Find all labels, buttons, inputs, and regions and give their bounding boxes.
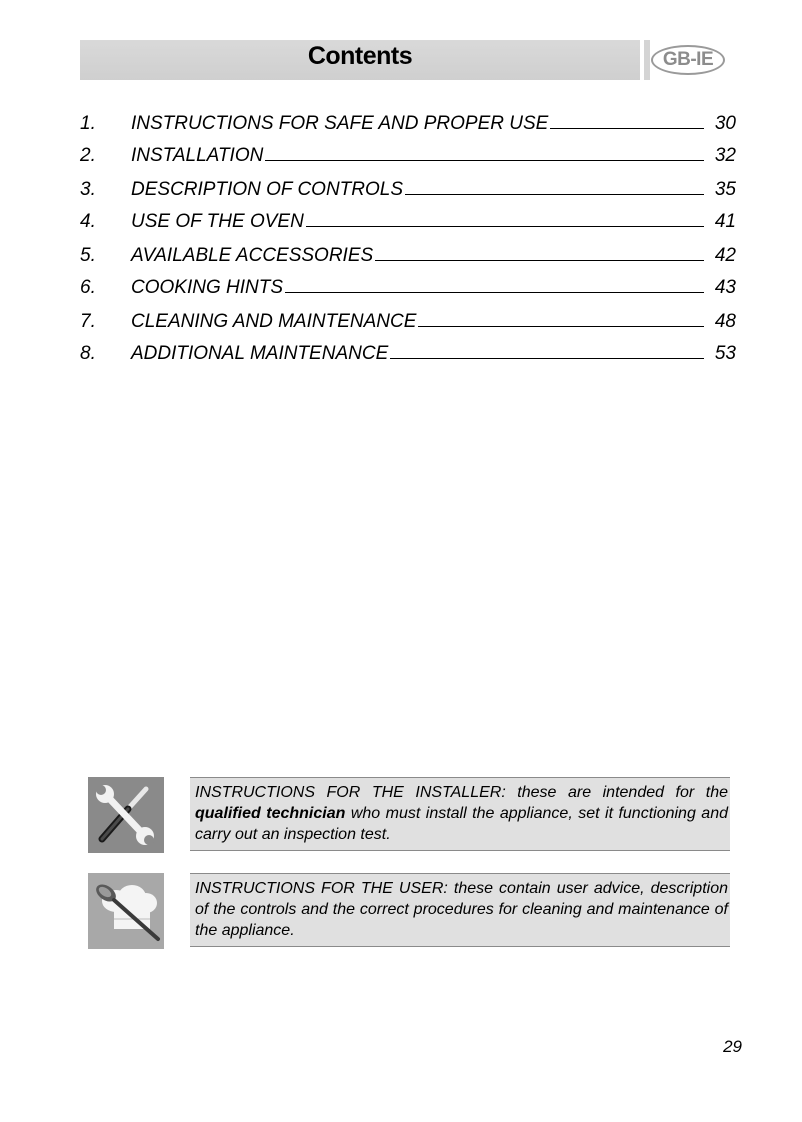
toc-label: ADDITIONAL MAINTENANCE: [131, 343, 389, 364]
toc-number: 7.: [80, 311, 96, 332]
toc-page: 53: [714, 343, 736, 364]
toc-label: USE OF THE OVEN: [131, 211, 304, 232]
user-note-text: INSTRUCTIONS FOR THE USER: these contain user advice, description of the controls and the correct procedures for cleaning and maintenance of the appliance.: [190, 873, 730, 947]
toc-number: 4.: [80, 211, 96, 232]
toc-leader-line: [285, 274, 704, 293]
toc-label: CLEANING AND MAINTENANCE: [131, 311, 417, 332]
toc-page: 42: [714, 245, 736, 266]
toc-number: 8.: [80, 343, 96, 364]
toc-number: 2.: [80, 145, 96, 166]
toc-leader-line: [418, 308, 704, 327]
toc-label: INSTALLATION: [131, 145, 264, 166]
header-bar: [80, 40, 643, 80]
language-badge: GB-IE: [651, 45, 725, 75]
toc-label: DESCRIPTION OF CONTROLS: [131, 179, 404, 200]
toc-leader-line: [375, 242, 704, 261]
toc-leader-line: [306, 208, 704, 227]
toc-leader-line: [390, 340, 704, 359]
toc-number: 6.: [80, 277, 96, 298]
toc-page: 32: [714, 145, 736, 166]
installer-note-text: [190, 777, 730, 851]
toc-number: 1.: [80, 113, 96, 134]
toc-number: 5.: [80, 245, 96, 266]
toc-entry-8[interactable]: [80, 340, 736, 366]
toc-entry-3[interactable]: [80, 176, 736, 202]
installer-text-rest: who must install the appliance, set it functioning and carry out an inspection test.: [195, 805, 728, 843]
toc-entry-7[interactable]: [80, 308, 736, 334]
toc-page: 43: [714, 277, 736, 298]
installer-text-intro: INSTRUCTIONS FOR THE INSTALLER: these are intended for the: [195, 784, 728, 801]
toc-page: 48: [714, 311, 736, 332]
toc-page: 30: [714, 113, 736, 134]
toc-leader-line: [550, 110, 704, 129]
toc-entry-4[interactable]: [80, 208, 736, 234]
header-shade: [644, 40, 650, 80]
toc-page: 35: [714, 179, 736, 200]
toc-label: INSTRUCTIONS FOR SAFE AND PROPER USE: [131, 113, 549, 134]
toc-number: 3.: [80, 179, 96, 200]
toc-entry-2[interactable]: [80, 142, 736, 168]
wrench-screwdriver-icon: [88, 777, 164, 853]
chef-hat-spoon-icon: [88, 873, 164, 949]
toc-entry-5[interactable]: [80, 242, 736, 268]
page-title: Contents: [307, 42, 413, 70]
toc-label: AVAILABLE ACCESSORIES: [131, 245, 374, 266]
page-number: 29: [723, 1037, 742, 1056]
installer-text-emphasis: qualified technician: [195, 805, 346, 822]
toc-leader-line: [265, 142, 704, 161]
toc-leader-line: [405, 176, 704, 195]
toc-entry-1[interactable]: [80, 110, 736, 136]
toc-page: 41: [714, 211, 736, 232]
toc-entry-6[interactable]: [80, 274, 736, 300]
toc-label: COOKING HINTS: [131, 277, 284, 298]
